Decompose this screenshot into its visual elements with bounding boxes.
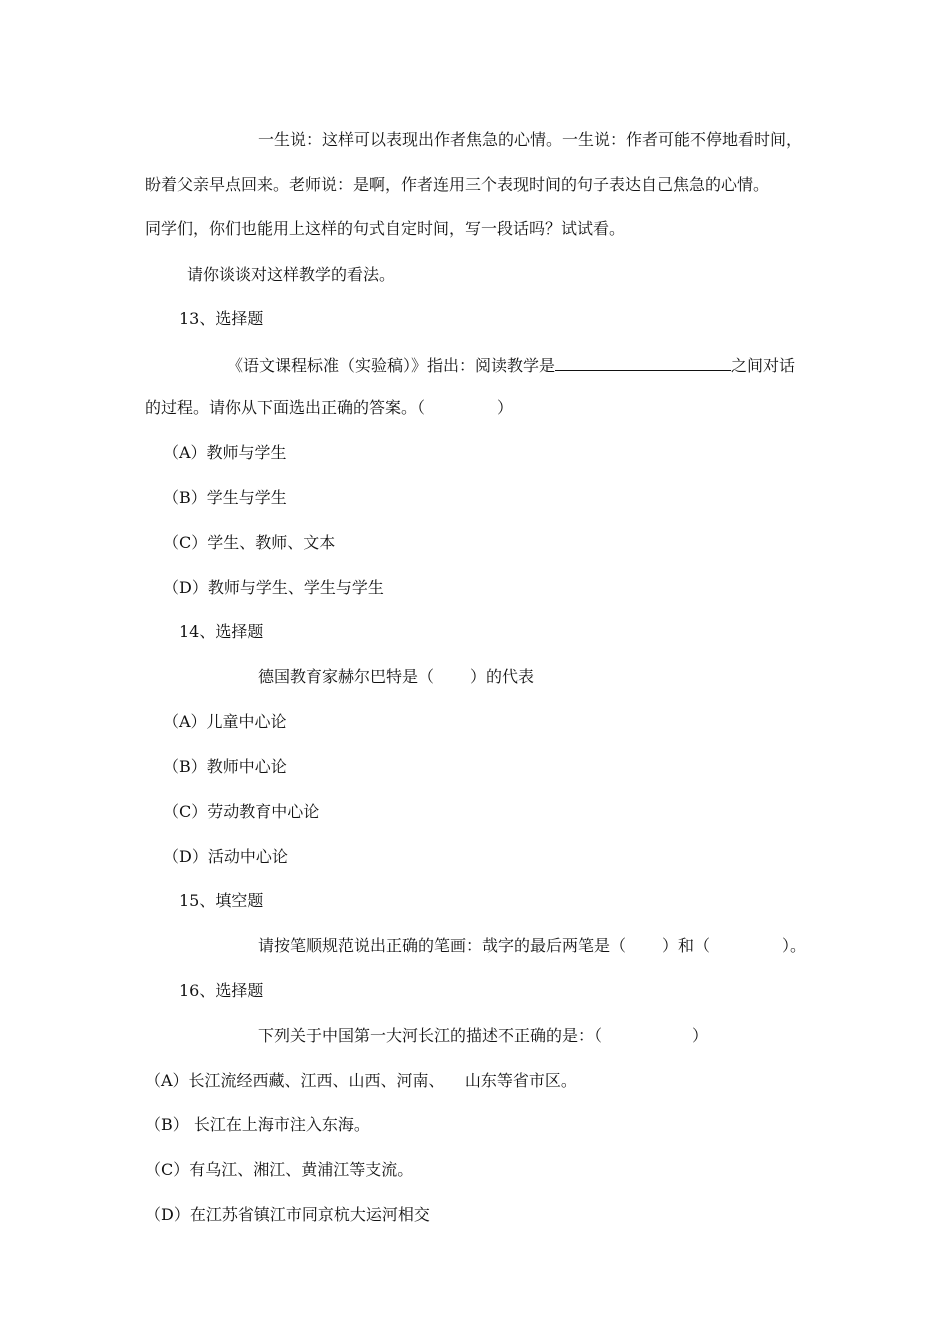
q16-option-b[interactable]: （B） 长江在上海市注入东海。 <box>145 1115 370 1134</box>
q13-option-b[interactable]: （B）学生与学生 <box>163 488 287 507</box>
passage-line-3: 同学们，你们也能用上这样的句式自定时间，写一段话吗？试试看。 <box>145 219 626 238</box>
q13-stem-line-2-b: ） <box>497 398 514 417</box>
q15-stem-c: ）。 <box>782 936 807 955</box>
q16-stem-a: 下列关于中国第一大河长江的描述不正确的是：（ <box>258 1026 603 1045</box>
q13-stem-line-2 <box>145 398 513 418</box>
q13-heading: 13、选择题 <box>179 309 264 328</box>
q16-option-d[interactable]: （D）在江苏省镇江市同京杭大运河相交 <box>145 1205 430 1224</box>
q16-option-c[interactable]: （C）有乌江、湘江、黄浦江等支流。 <box>145 1160 414 1179</box>
q16-stem <box>258 1026 708 1046</box>
passage-line-2: 盼着父亲早点回来。老师说：是啊，作者连用三个表现时间的句子表达自己焦急的心情。 <box>145 175 770 194</box>
q14-stem-b: ）的代表 <box>470 667 535 686</box>
q13-stem-line-2-a: 的过程。请你从下面选出正确的答案。（ <box>145 398 426 417</box>
q13-option-c[interactable]: （C）学生、教师、文本 <box>163 533 336 552</box>
q15-stem <box>258 936 806 956</box>
q13-option-d[interactable]: （D）教师与学生、学生与学生 <box>163 578 384 597</box>
q14-option-b[interactable]: （B）教师中心论 <box>163 757 287 776</box>
q13-answer-blank[interactable] <box>555 354 731 371</box>
q14-option-a[interactable]: （A）儿童中心论 <box>163 712 287 731</box>
q16-heading: 16、选择题 <box>179 981 264 1000</box>
q13-stem-part-2: 之间对话 <box>731 356 796 375</box>
q16-option-a[interactable]: （A）长江流经西藏、江西、山西、河南、 山东等省市区。 <box>145 1071 577 1090</box>
q14-stem <box>258 667 534 687</box>
q15-stem-a: 请按笔顺规范说出正确的笔画：哉字的最后两笔是（ <box>258 936 627 955</box>
passage-prompt: 请你谈谈对这样教学的看法。 <box>187 265 396 284</box>
q13-stem-part-1: 《语文课程标准（实验稿）》指出：阅读教学是 <box>227 356 556 375</box>
q14-option-d[interactable]: （D）活动中心论 <box>163 847 288 866</box>
passage-line-1: 一生说：这样可以表现出作者焦急的心情。一生说：作者可能不停地看时间， <box>258 130 803 149</box>
q15-heading: 15、填空题 <box>179 891 264 910</box>
q14-option-c[interactable]: （C）劳动教育中心论 <box>163 802 320 821</box>
q13-option-a[interactable]: （A）教师与学生 <box>163 443 287 462</box>
q15-stem-b: ）和（ <box>662 936 711 955</box>
q14-stem-a: 德国教育家赫尔巴特是（ <box>258 667 435 686</box>
q13-stem-line-1 <box>227 354 795 376</box>
q16-stem-b: ） <box>692 1026 709 1045</box>
q14-heading: 14、选择题 <box>179 622 264 641</box>
